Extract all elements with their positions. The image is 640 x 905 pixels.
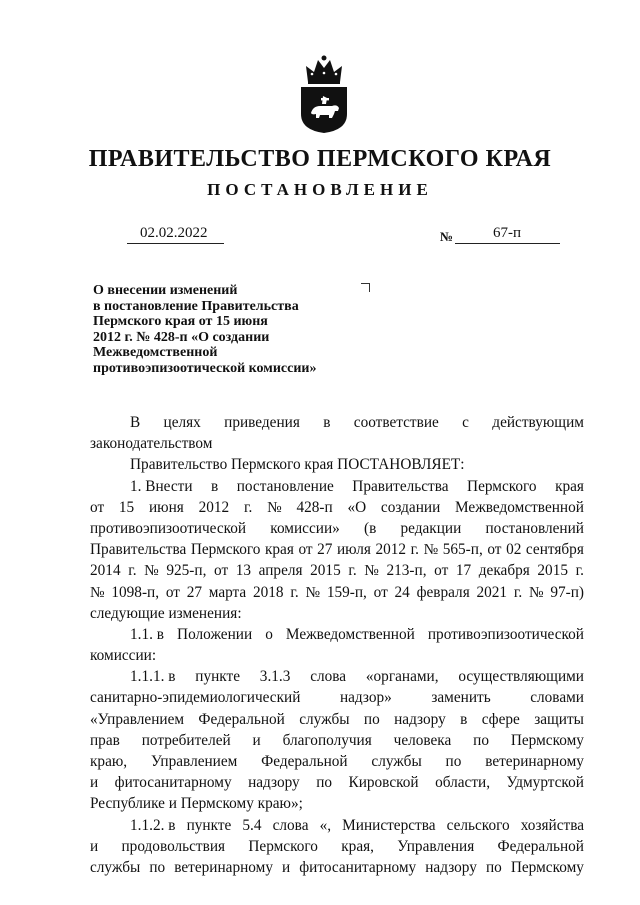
body-line bbox=[90, 687, 584, 708]
document-subject bbox=[93, 283, 316, 376]
body-word: Федеральной bbox=[261, 753, 348, 770]
body-word: 02 bbox=[506, 541, 522, 559]
body-word: февраля bbox=[416, 583, 470, 601]
document-date: 02.02.2022 bbox=[140, 225, 208, 241]
body-word: ветеринарному bbox=[174, 858, 273, 876]
body-word: постановлений bbox=[485, 519, 584, 537]
body-word: Республике и Пермскому краю»; bbox=[90, 795, 303, 813]
body-word: декабря bbox=[478, 562, 530, 580]
body-word: следующие изменения: bbox=[90, 604, 242, 622]
body-word: июля bbox=[337, 541, 371, 559]
body-word: Кировской bbox=[348, 774, 419, 792]
body-word: № bbox=[305, 583, 321, 601]
date-underline bbox=[127, 243, 224, 244]
document-body bbox=[90, 412, 584, 878]
body-word: 2012 bbox=[198, 498, 230, 516]
body-word: Министерства bbox=[342, 816, 436, 834]
body-word: и bbox=[252, 731, 261, 749]
body-word: по bbox=[316, 774, 333, 792]
body-word: по bbox=[473, 731, 489, 749]
body-word: Пермского bbox=[467, 477, 537, 495]
subject-line: О внесении изменений bbox=[93, 283, 238, 298]
body-word: 159-п, bbox=[326, 583, 367, 601]
body-line bbox=[90, 624, 584, 645]
body-word: Управления bbox=[397, 837, 475, 855]
body-line bbox=[90, 793, 584, 814]
body-word: 5.4 bbox=[242, 816, 262, 834]
body-word: надзор» bbox=[339, 689, 392, 707]
body-line bbox=[90, 815, 584, 836]
document-number: 67-п bbox=[493, 225, 522, 241]
body-word: потребителей bbox=[141, 731, 231, 749]
body-word: г. bbox=[128, 562, 137, 580]
body-word: словами bbox=[530, 689, 584, 707]
body-line bbox=[90, 539, 584, 560]
body-word: 213-п, bbox=[386, 562, 427, 580]
body-word: по bbox=[445, 753, 462, 770]
body-line bbox=[90, 857, 584, 878]
body-word: в bbox=[211, 477, 219, 495]
body-word: от bbox=[298, 541, 313, 559]
body-word: 2015 bbox=[310, 562, 341, 580]
body-word: 1.1.1. в bbox=[130, 668, 176, 686]
body-word: создании bbox=[380, 498, 441, 516]
body-word: службы bbox=[371, 753, 422, 770]
body-line bbox=[90, 730, 584, 751]
body-word: Правительство Пермского края ПОСТАНОВЛЯЕТ: bbox=[130, 456, 465, 474]
body-word: 17 bbox=[455, 562, 472, 580]
body-word: № bbox=[528, 583, 544, 601]
body-word: Пермскому bbox=[510, 731, 584, 749]
body-word: фитосанитарному bbox=[299, 858, 417, 876]
body-word: 13 bbox=[235, 562, 252, 580]
body-line bbox=[90, 518, 584, 539]
body-word: с bbox=[462, 414, 469, 431]
body-word: г. bbox=[575, 562, 584, 580]
body-word: службы bbox=[90, 858, 141, 876]
body-word: ветеринарному bbox=[485, 753, 584, 770]
body-word: 1.1.2. в bbox=[130, 816, 176, 834]
body-word: по bbox=[149, 858, 166, 876]
body-word: от bbox=[214, 562, 229, 580]
body-word: г. bbox=[290, 583, 299, 601]
body-line bbox=[90, 772, 584, 793]
body-word: 2014 bbox=[90, 562, 121, 580]
body-word: № bbox=[144, 562, 159, 580]
body-word: хозяйства bbox=[520, 816, 584, 834]
body-word: апреля bbox=[258, 562, 303, 580]
body-word: № bbox=[423, 541, 439, 559]
body-word: Пермскому bbox=[510, 858, 584, 876]
body-word: Пермского bbox=[248, 837, 318, 855]
body-word: от bbox=[373, 583, 388, 601]
body-word: 1098-п, bbox=[111, 583, 160, 601]
coat-of-arms-icon bbox=[298, 52, 350, 134]
number-label: № bbox=[440, 229, 454, 244]
body-word: противоэпизоотической bbox=[427, 625, 584, 643]
body-word: благополучия bbox=[282, 731, 372, 749]
subject-line: противоэпизоотической комиссии» bbox=[93, 360, 317, 376]
body-word: противоэпизоотической bbox=[90, 519, 247, 537]
body-word: службы bbox=[299, 710, 350, 728]
body-word: марта bbox=[208, 583, 247, 601]
body-word: 15 bbox=[118, 498, 135, 516]
body-word: 925-п, bbox=[166, 562, 207, 580]
document-type: ПОСТАНОВЛЕНИЕ bbox=[207, 180, 433, 199]
body-word: № bbox=[267, 498, 282, 516]
body-line bbox=[90, 709, 584, 730]
body-word: в bbox=[460, 710, 468, 728]
body-word: 2018 bbox=[252, 583, 284, 601]
body-word: области, bbox=[435, 774, 491, 792]
body-word: Правительства bbox=[90, 541, 187, 559]
body-word: сфере bbox=[481, 710, 520, 728]
subject-line: Пермского края от 15 июня bbox=[93, 314, 268, 329]
number-underline bbox=[455, 243, 560, 244]
body-word: Пермского bbox=[190, 541, 261, 559]
body-word: 27 bbox=[317, 541, 333, 559]
body-word: сентября bbox=[525, 541, 584, 559]
body-word: Управлением bbox=[150, 753, 238, 770]
body-line bbox=[90, 645, 584, 666]
body-word: пункте bbox=[195, 668, 240, 686]
body-word: и bbox=[90, 774, 99, 792]
body-word: «органами, bbox=[365, 668, 439, 686]
body-word: пункте bbox=[186, 816, 232, 834]
body-line bbox=[90, 454, 584, 475]
body-word: постановление bbox=[236, 477, 334, 495]
body-word: г. bbox=[410, 541, 419, 559]
body-word: 2015 bbox=[537, 562, 568, 580]
body-word: 27 bbox=[186, 583, 202, 601]
body-line bbox=[90, 582, 584, 603]
body-word: фитосанитарному bbox=[114, 774, 232, 792]
body-word: 1. Внести bbox=[130, 477, 193, 495]
body-word: по bbox=[363, 710, 380, 728]
body-word: прав bbox=[90, 731, 120, 749]
body-word: санитарно-эпидемиологический bbox=[90, 689, 301, 707]
body-word: края bbox=[264, 541, 294, 559]
body-word: целях bbox=[163, 414, 201, 431]
body-word: края, bbox=[341, 837, 374, 855]
body-word: 1.1. в bbox=[130, 625, 164, 643]
body-word: от bbox=[165, 583, 180, 601]
body-word: надзору bbox=[394, 710, 446, 728]
subject-line: Межведомственной bbox=[93, 345, 218, 360]
body-word: комиссии: bbox=[90, 647, 157, 665]
body-word: приведения bbox=[224, 414, 300, 431]
body-line bbox=[90, 433, 584, 454]
body-word: «Управлением bbox=[90, 710, 185, 728]
body-line bbox=[90, 603, 584, 624]
body-word: Федеральной bbox=[198, 710, 285, 728]
body-word: краю, bbox=[90, 753, 128, 770]
body-word: от bbox=[487, 541, 502, 559]
body-word: 428-п bbox=[296, 498, 333, 516]
body-word: Федеральной bbox=[497, 837, 584, 855]
body-line bbox=[90, 476, 584, 497]
organization-title: ПРАВИТЕЛЬСТВО ПЕРМСКОГО КРАЯ bbox=[88, 146, 552, 172]
body-word: края bbox=[555, 477, 584, 495]
body-word: 565-п, bbox=[442, 541, 483, 559]
body-word: № bbox=[364, 562, 379, 580]
body-word: слова bbox=[272, 816, 309, 834]
body-word: сельского bbox=[446, 816, 510, 834]
body-word: г. bbox=[348, 562, 357, 580]
body-word: и bbox=[282, 858, 291, 876]
body-word: продовольствия bbox=[121, 837, 226, 855]
subject-line: в постановление Правительства bbox=[93, 298, 299, 314]
body-word: законодательством bbox=[90, 435, 213, 453]
body-word: редакции bbox=[400, 519, 462, 537]
body-word: г. bbox=[513, 583, 523, 601]
body-word: 2012 bbox=[375, 541, 407, 559]
body-word: 2021 bbox=[476, 583, 508, 601]
body-line bbox=[90, 497, 584, 518]
body-word: осуществляющими bbox=[458, 668, 584, 686]
body-word: заменить bbox=[431, 689, 491, 707]
body-word: надзору bbox=[248, 774, 300, 792]
body-word: 3.1.3 bbox=[259, 668, 291, 686]
body-line bbox=[90, 751, 584, 772]
body-word: соответствие bbox=[353, 414, 439, 431]
body-line bbox=[90, 666, 584, 687]
body-line bbox=[90, 412, 584, 433]
body-word: о bbox=[265, 625, 273, 643]
body-word: защиты bbox=[534, 710, 584, 728]
body-word: и bbox=[90, 837, 99, 855]
subject-line: 2012 г. № 428-п «О создании bbox=[93, 329, 270, 345]
body-line bbox=[90, 836, 584, 857]
body-word: 24 bbox=[394, 583, 410, 601]
body-word: Положении bbox=[177, 625, 253, 643]
body-word: в bbox=[323, 414, 331, 431]
body-word: Межведомственной bbox=[455, 498, 584, 516]
body-word: В bbox=[130, 414, 141, 431]
body-word: «О bbox=[347, 498, 367, 516]
body-word: человека bbox=[393, 731, 452, 749]
body-word: 97-п) bbox=[550, 583, 584, 601]
body-word: г. bbox=[243, 498, 253, 516]
body-word: «, bbox=[319, 816, 332, 834]
body-word: от bbox=[434, 562, 449, 580]
body-word: от bbox=[90, 498, 105, 516]
body-word: Удмуртской bbox=[506, 774, 584, 792]
body-word: по bbox=[485, 858, 502, 876]
body-line bbox=[90, 560, 584, 581]
body-word: № bbox=[90, 583, 105, 601]
body-word: слова bbox=[310, 668, 347, 686]
body-word: Правительства bbox=[352, 477, 449, 495]
body-word: надзору bbox=[425, 858, 477, 876]
body-word: Межведомственной bbox=[285, 625, 415, 643]
corner-bracket-mark bbox=[361, 283, 370, 292]
body-word: июня bbox=[148, 498, 184, 516]
body-word: комиссии» bbox=[270, 519, 340, 537]
body-word: действующим bbox=[492, 414, 584, 431]
body-word: (в bbox=[363, 519, 377, 537]
